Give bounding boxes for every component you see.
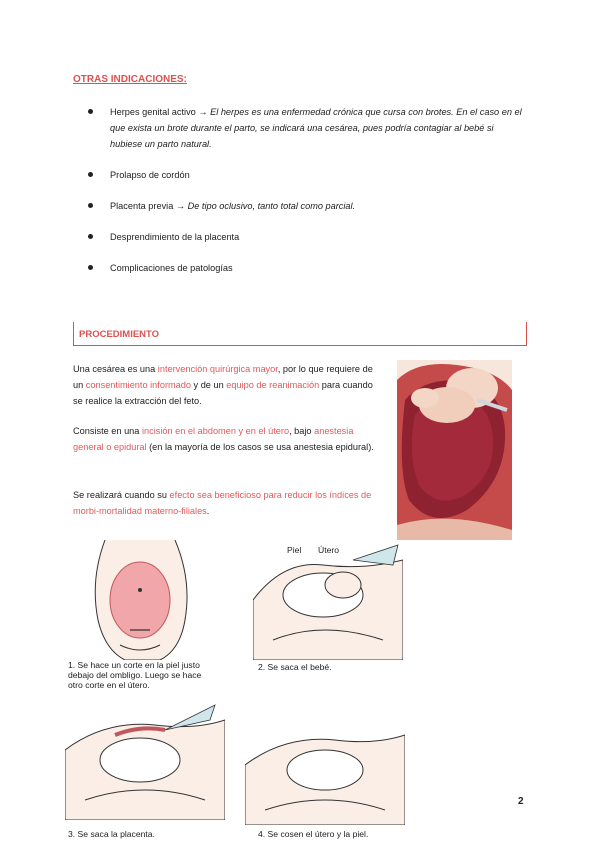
label-skin: Piel: [287, 545, 302, 555]
list-item: [88, 104, 528, 152]
bullet-icon: [88, 109, 93, 114]
text: y de un: [191, 380, 227, 390]
step-2-caption: 2. Se saca el bebé.: [258, 662, 332, 672]
text: para cuando se realice la extracción del feto.: [73, 380, 373, 406]
step-1-caption: 1. Se hace un corte en la piel justo debajo del ombligo. Luego se hace otro corte en el útero.: [68, 660, 202, 690]
step-4-illustration: [245, 715, 405, 825]
section-heading-procedure: PROCEDIMIENTO: [79, 329, 160, 340]
bullet-icon: [88, 265, 93, 270]
highlight-text: efecto sea beneficioso para reducir los índices de morbi-mortalidad materno-filiales: [73, 490, 372, 516]
list-item: [88, 260, 528, 276]
bullet-icon: [88, 234, 93, 239]
bullet-icon: [88, 172, 93, 177]
procedure-paragraph-2: [73, 423, 375, 455]
text: Consiste en una: [73, 426, 142, 436]
text: , por lo que requiere de un: [73, 364, 373, 390]
bullet-icon: [88, 203, 93, 208]
text: Una cesárea es una: [73, 364, 158, 374]
text: , bajo: [289, 426, 315, 436]
highlight-text: incisión en el abdomen y en el útero: [141, 426, 290, 436]
indications-list: [88, 104, 528, 291]
step-3-illustration: [65, 700, 225, 820]
cesarean-photo-illustration: [397, 360, 512, 540]
list-item-detail: De tipo oclusivo, tanto total como parcial.: [187, 201, 356, 211]
text: Se realizará cuando su: [73, 490, 170, 500]
procedure-paragraph-1: [73, 361, 375, 409]
text: .: [206, 506, 210, 516]
text: (en la mayoría de los casos se usa anestesia epidural).: [146, 442, 374, 452]
step-2-illustration: [253, 540, 403, 660]
page-number: 2: [518, 796, 524, 807]
step-1-illustration: [80, 540, 200, 660]
list-item: [88, 229, 528, 245]
section-heading-other-indications: OTRAS INDICACIONES:: [73, 74, 187, 85]
list-item-main: Herpes genital activo →: [110, 107, 211, 117]
list-item-main: Complicaciones de patologías: [110, 263, 233, 273]
step-4-caption: 4. Se cosen el útero y la piel.: [258, 829, 369, 839]
highlight-text: equipo de reanimación: [226, 380, 320, 390]
highlight-text: anestesia general o epidural: [73, 426, 354, 452]
list-item: [88, 198, 528, 214]
procedure-heading-box: [73, 322, 527, 346]
list-item-detail: El herpes es una enfermedad crónica que cursa con brotes. En el caso en el que exista un brote durante el parto, se indicará una cesárea, pues podría contagiar al bebé si hubiese un parto natural.: [110, 107, 522, 149]
list-item-main: Placenta previa →: [110, 201, 188, 211]
highlight-text: intervención quirúrgica mayor: [157, 364, 278, 374]
highlight-text: consentimiento informado: [85, 380, 191, 390]
list-item-main: Desprendimiento de la placenta: [110, 232, 240, 242]
label-uterus: Útero: [318, 545, 340, 555]
list-item: [88, 167, 528, 183]
procedure-paragraph-3: [73, 487, 375, 519]
list-item-main: Prolapso de cordón: [110, 170, 190, 180]
step-3-caption: 3. Se saca la placenta.: [68, 829, 155, 839]
